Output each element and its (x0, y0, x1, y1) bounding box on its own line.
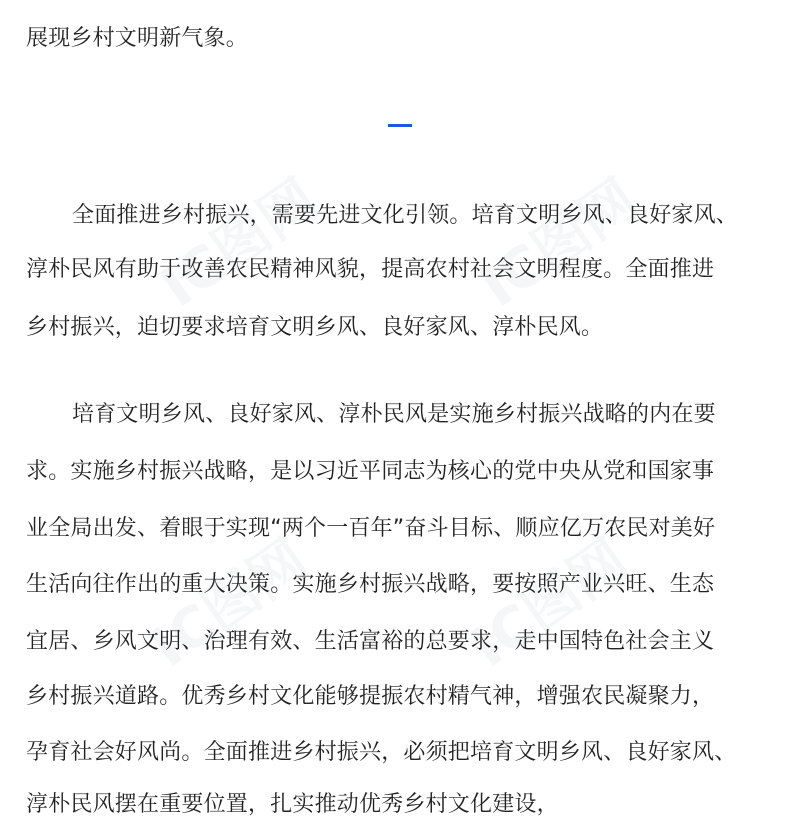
text-line: 宜居、乡风文明、治理有效、生活富裕的总要求，走中国特色社会主义 (26, 629, 715, 654)
watermark-4: IC图网 (459, 527, 640, 681)
text-line: 全面推进乡村振兴，需要先进文化引领。培育文明乡风、良好家风、 (72, 203, 739, 228)
watermark-1: IC图网 (149, 167, 330, 321)
text-line: 培育文明乡风、良好家风、淳朴民风是实施乡村振兴战略的内在要 (72, 402, 716, 427)
text-line: 孕育社会好风尚。全面推进乡村振兴，必须把培育文明乡风、良好家风、 (26, 740, 737, 765)
text-line: 求。实施乡村振兴战略，是以习近平同志为核心的党中央从党和国家事 (26, 459, 715, 484)
text-line: 淳朴民风有助于改善农民精神风貌，提高农村社会文明程度。全面推进 (26, 257, 715, 282)
text-line: 乡村振兴，迫切要求培育文明乡风、良好家风、淳朴民风。 (26, 315, 604, 340)
text-line: 展现乡村文明新气象。 (26, 26, 249, 51)
text-line: 业全局出发、着眼于实现“两个一百年”奋斗目标、顺应亿万农民对美好 (26, 516, 716, 541)
watermark-2: IC图网 (469, 167, 650, 321)
watermark-3: IC图网 (139, 527, 320, 681)
section-divider (388, 124, 412, 127)
text-line: 乡村振兴道路。优秀乡村文化能够提振农村精气神，增强农民凝聚力， (26, 684, 715, 709)
text-line: 淳朴民风摆在重要位置，扎实推动优秀乡村文化建设， (26, 792, 559, 817)
text-line: 生活向往作出的重大决策。实施乡村振兴战略，要按照产业兴旺、生态 (26, 572, 715, 597)
